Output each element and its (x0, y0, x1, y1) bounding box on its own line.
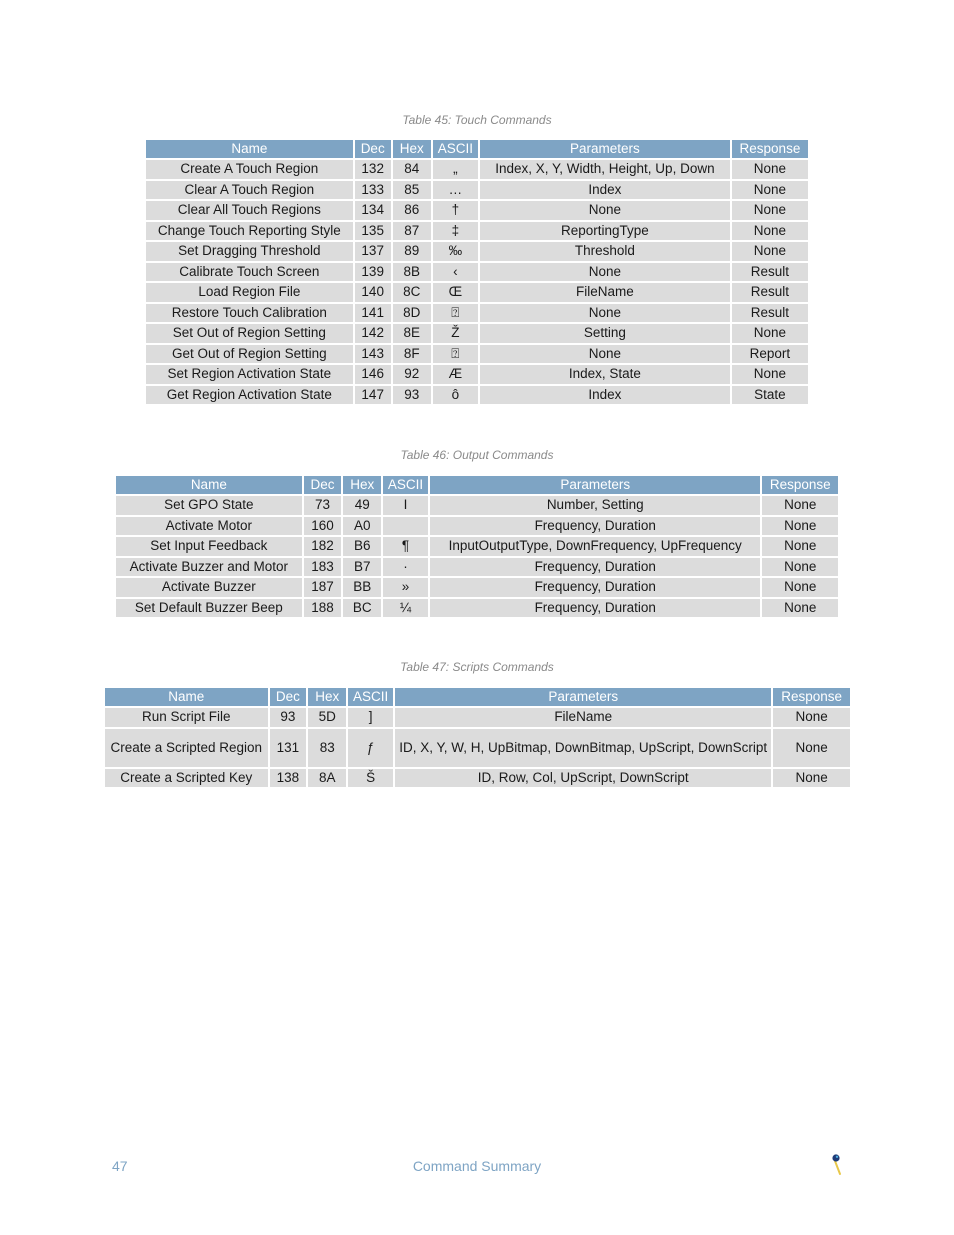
table-row (105, 706, 850, 727)
table-45-caption: Table 45: Touch Commands (402, 113, 552, 127)
cell-hex: 83 (308, 727, 346, 767)
cell-hex: 8A (308, 767, 346, 788)
cell-name: Clear A Touch Region (146, 179, 353, 200)
cell-parameters: None (480, 199, 730, 220)
cell-parameters: Frequency, Duration (430, 515, 760, 536)
cell-name: Create a Scripted Region (105, 727, 268, 767)
cell-name: Set Dragging Threshold (146, 240, 353, 261)
cell-hex: 93 (393, 384, 431, 405)
cell-dec: 187 (304, 576, 342, 597)
cell-response: None (773, 727, 850, 767)
cell-ascii: ‰ (433, 240, 478, 261)
cell-name: Calibrate Touch Screen (146, 261, 353, 282)
table-row (146, 363, 808, 384)
cell-parameters: Number, Setting (430, 494, 760, 515)
table-row (146, 240, 808, 261)
cell-ascii: I (383, 494, 428, 515)
cell-ascii: Š (348, 767, 393, 788)
cell-ascii: ¶ (383, 535, 428, 556)
cell-dec: 142 (355, 322, 391, 343)
cell-hex: 8B (393, 261, 431, 282)
cell-hex: 89 (393, 240, 431, 261)
cell-dec: 182 (304, 535, 342, 556)
cell-name: Set GPO State (116, 494, 302, 515)
cell-dec: 141 (355, 302, 391, 323)
cell-ascii: ⍰ (433, 343, 478, 364)
cell-ascii: ⍰ (433, 302, 478, 323)
cell-hex: 8C (393, 281, 431, 302)
table-row (146, 261, 808, 282)
cell-name: Get Region Activation State (146, 384, 353, 405)
cell-parameters: ID, Row, Col, UpScript, DownScript (395, 767, 771, 788)
table-row (116, 597, 838, 618)
cell-hex: BC (343, 597, 381, 618)
cell-name: Activate Motor (116, 515, 302, 536)
cell-response: None (732, 220, 808, 241)
cell-parameters: ID, X, Y, W, H, UpBitmap, DownBitmap, UpScript, DownScript (395, 727, 771, 767)
cell-dec: 188 (304, 597, 342, 618)
cell-dec: 160 (304, 515, 342, 536)
cell-dec: 146 (355, 363, 391, 384)
cell-dec: 93 (270, 706, 307, 727)
cell-parameters: Frequency, Duration (430, 556, 760, 577)
cell-parameters: Index (480, 384, 730, 405)
cell-response: None (732, 240, 808, 261)
cell-response: State (732, 384, 808, 405)
table-header-row (116, 476, 838, 494)
cell-response: Report (732, 343, 808, 364)
cell-ascii: ¼ (383, 597, 428, 618)
header-parameters: Parameters (430, 476, 760, 494)
cell-response: None (762, 597, 838, 618)
table-row (116, 576, 838, 597)
header-parameters: Parameters (395, 688, 771, 706)
cell-hex: 85 (393, 179, 431, 200)
header-parameters: Parameters (480, 140, 730, 158)
cell-hex: 49 (343, 494, 381, 515)
touch-commands-table (144, 140, 810, 404)
table-row (146, 302, 808, 323)
cell-ascii: Œ (433, 281, 478, 302)
cell-dec: 143 (355, 343, 391, 364)
cell-dec: 134 (355, 199, 391, 220)
cell-response: None (773, 767, 850, 788)
cell-dec: 133 (355, 179, 391, 200)
cell-parameters: Frequency, Duration (430, 576, 760, 597)
header-ascii: ASCII (348, 688, 393, 706)
table-row (146, 343, 808, 364)
cell-hex: 87 (393, 220, 431, 241)
table-row (146, 322, 808, 343)
cell-parameters: None (480, 261, 730, 282)
cell-dec: 147 (355, 384, 391, 405)
table-row (146, 179, 808, 200)
cell-parameters: FileName (395, 706, 771, 727)
cell-parameters: None (480, 302, 730, 323)
header-hex: Hex (343, 476, 381, 494)
cell-parameters: ReportingType (480, 220, 730, 241)
cell-response: None (732, 199, 808, 220)
cell-dec: 132 (355, 158, 391, 179)
cell-response: None (762, 515, 838, 536)
cell-ascii: „ (433, 158, 478, 179)
cell-parameters: Index, X, Y, Width, Height, Up, Down (480, 158, 730, 179)
cell-response: None (773, 706, 850, 727)
cell-response: None (762, 535, 838, 556)
table-row (146, 281, 808, 302)
cell-parameters: None (480, 343, 730, 364)
cell-name: Set Input Feedback (116, 535, 302, 556)
cell-parameters: Index, State (480, 363, 730, 384)
table-46-caption: Table 46: Output Commands (400, 448, 554, 462)
page-number: 47 (112, 1158, 128, 1174)
cell-name: Create A Touch Region (146, 158, 353, 179)
cell-ascii: ‡ (433, 220, 478, 241)
cell-ascii: Æ (433, 363, 478, 384)
table-row (105, 727, 850, 767)
cell-hex: 8E (393, 322, 431, 343)
cell-response: None (762, 556, 838, 577)
cell-hex: 84 (393, 158, 431, 179)
cell-ascii (383, 515, 428, 536)
cell-ascii: ƒ (348, 727, 393, 767)
header-ascii: ASCII (433, 140, 478, 158)
cell-name: Set Default Buzzer Beep (116, 597, 302, 618)
cell-name: Activate Buzzer and Motor (116, 556, 302, 577)
table-row (146, 384, 808, 405)
header-hex: Hex (393, 140, 431, 158)
cell-hex: 92 (393, 363, 431, 384)
header-name: Name (116, 476, 302, 494)
table-row (116, 515, 838, 536)
cell-hex: A0 (343, 515, 381, 536)
cell-dec: 138 (270, 767, 307, 788)
output-commands-table (114, 476, 840, 617)
cell-hex: BB (343, 576, 381, 597)
table-row (146, 220, 808, 241)
header-dec: Dec (270, 688, 307, 706)
cell-response: Result (732, 302, 808, 323)
header-response: Response (732, 140, 808, 158)
cell-parameters: Threshold (480, 240, 730, 261)
cell-dec: 139 (355, 261, 391, 282)
section-title: Command Summary (412, 1158, 542, 1174)
header-response: Response (773, 688, 850, 706)
cell-name: Set Out of Region Setting (146, 322, 353, 343)
cell-ascii: ‹ (433, 261, 478, 282)
cell-dec: 137 (355, 240, 391, 261)
table-header-row (105, 688, 850, 706)
table-47-caption: Table 47: Scripts Commands (400, 660, 554, 674)
cell-response: Result (732, 261, 808, 282)
cell-dec: 135 (355, 220, 391, 241)
table-row (116, 556, 838, 577)
cell-parameters: Index (480, 179, 730, 200)
cell-hex: 8D (393, 302, 431, 323)
cell-parameters: Setting (480, 322, 730, 343)
header-name: Name (105, 688, 268, 706)
cell-name: Set Region Activation State (146, 363, 353, 384)
cell-response: None (732, 322, 808, 343)
table-row (116, 535, 838, 556)
table-row (146, 158, 808, 179)
cell-ascii: · (383, 556, 428, 577)
table-row (105, 767, 850, 788)
table-header-row (146, 140, 808, 158)
cell-ascii: † (433, 199, 478, 220)
cell-response: Result (732, 281, 808, 302)
cell-hex: 8F (393, 343, 431, 364)
cell-ascii: … (433, 179, 478, 200)
cell-name: Restore Touch Calibration (146, 302, 353, 323)
scripts-commands-table (103, 688, 852, 787)
cell-parameters: InputOutputType, DownFrequency, UpFrequency (430, 535, 760, 556)
header-ascii: ASCII (383, 476, 428, 494)
header-name: Name (146, 140, 353, 158)
cell-hex: B6 (343, 535, 381, 556)
cell-parameters: FileName (480, 281, 730, 302)
cell-response: None (762, 494, 838, 515)
cell-name: Change Touch Reporting Style (146, 220, 353, 241)
cell-dec: 131 (270, 727, 307, 767)
header-dec: Dec (304, 476, 342, 494)
cell-response: None (732, 179, 808, 200)
cell-parameters: Frequency, Duration (430, 597, 760, 618)
pin-logo-icon (826, 1150, 846, 1176)
cell-name: Run Script File (105, 706, 268, 727)
cell-ascii: » (383, 576, 428, 597)
cell-hex: 86 (393, 199, 431, 220)
cell-response: None (732, 363, 808, 384)
table-row (116, 494, 838, 515)
cell-ascii: ô (433, 384, 478, 405)
cell-dec: 73 (304, 494, 342, 515)
cell-dec: 140 (355, 281, 391, 302)
cell-response: None (762, 576, 838, 597)
header-dec: Dec (355, 140, 391, 158)
cell-name: Clear All Touch Regions (146, 199, 353, 220)
cell-dec: 183 (304, 556, 342, 577)
cell-hex: B7 (343, 556, 381, 577)
cell-ascii: ] (348, 706, 393, 727)
table-row (146, 199, 808, 220)
cell-hex: 5D (308, 706, 346, 727)
cell-response: None (732, 158, 808, 179)
header-response: Response (762, 476, 838, 494)
cell-name: Create a Scripted Key (105, 767, 268, 788)
cell-name: Load Region File (146, 281, 353, 302)
cell-ascii: Ž (433, 322, 478, 343)
cell-name: Get Out of Region Setting (146, 343, 353, 364)
header-hex: Hex (308, 688, 346, 706)
cell-name: Activate Buzzer (116, 576, 302, 597)
